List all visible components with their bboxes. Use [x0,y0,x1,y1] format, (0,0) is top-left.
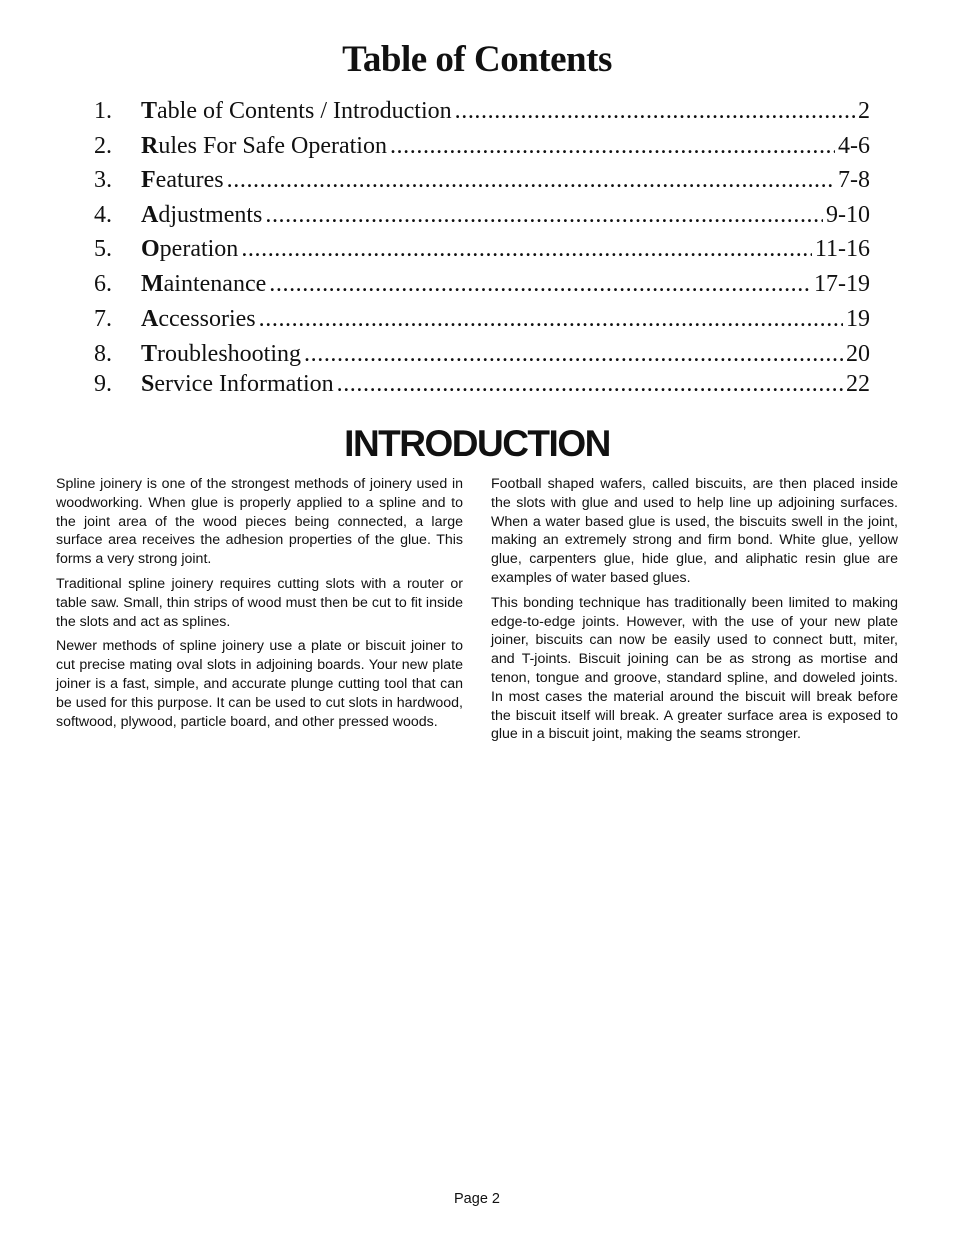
toc-entry-number: 9. [94,371,112,397]
toc-entry [94,306,870,336]
toc-entry-page: 9-10 [826,202,870,228]
toc-entry-title: Adjustments [141,202,263,228]
toc-entry-title: Maintenance [141,271,267,297]
toc-leader-dots [241,236,812,263]
toc-entry-title: Table of Contents / Introduction [141,98,452,124]
toc-entry-title: Rules For Safe Operation [141,133,387,159]
toc-leader-dots [227,167,835,194]
toc-entry-page: 2 [858,98,870,124]
toc-leader-dots [304,341,843,368]
paragraph: Traditional spline joinery requires cutting slots with a router or table saw. Small, thin strips of wood must then be cut to fit inside the slots and act as splines. [56,575,463,630]
toc-leader-dots [259,306,843,333]
toc-entry-number: 8. [94,341,112,367]
toc-entry-number: 1. [94,98,112,124]
toc-leader-dots [265,202,823,229]
toc-entry-page: 19 [846,306,870,332]
toc-entry [94,133,870,163]
toc-entry-number: 7. [94,306,112,332]
toc-entry-title: Service Information [141,371,334,397]
toc-entry [94,371,870,401]
page-number: Page 2 [454,1191,500,1207]
toc-leader-dots [337,371,843,398]
toc-leader-dots [390,133,835,160]
toc-leader-dots [455,98,855,125]
introduction-right-column [491,475,898,750]
toc-entry-page: 22 [846,371,870,397]
toc-entry-page: 20 [846,341,870,367]
page-title: Table of Contents [342,39,612,80]
toc-leader-dots [269,271,811,298]
toc-entry [94,98,870,128]
toc-entry-title: Operation [141,236,239,262]
toc-entry-page: 7-8 [838,167,870,193]
toc-entry-number: 4. [94,202,112,228]
toc-entry-title: Troubleshooting [141,341,302,367]
introduction-heading: INTRODUCTION [344,423,610,464]
paragraph: Newer methods of spline joinery use a plate or biscuit joiner to cut precise mating oval slots in adjoining boards. Your new plate joiner is a fast, simple, and accurate plunge cutting tool that can be used for this purpose. It can be used to cut slots in hardwood, softwood, plywood, particle board, and other pressed woods. [56,638,463,730]
paragraph: Spline joinery is one of the strongest methods of joinery used in woodworking. When glue is properly applied to a spline and to the joint area of the wood pieces being connected, a large surface area receives the adhesion properties of the glue. This forms a very strong joint. [56,476,463,568]
toc-entry [94,271,870,301]
toc-entry-page: 4-6 [838,133,870,159]
toc-entry-page: 17-19 [814,271,870,297]
toc-entry-number: 3. [94,167,112,193]
toc-entry-page: 11-16 [814,236,870,262]
toc-entry [94,236,870,266]
toc-entry [94,167,870,197]
introduction-left-column [56,475,463,737]
toc-entry-title: Accessories [141,306,256,332]
toc-entry [94,341,870,371]
paragraph: This bonding technique has traditionally been limited to making edge-to-edge joints. However, with the use of your new plate joiner, biscuits can now be easily used to connect butt, miter, and T-joints. Biscuit joining can be as strong as mortise and tenon, tongue and groove, standard spline, and doweled joints. In most cases the material around the biscuit will break before the biscuit itself will break. A greater surface area is exposed to glue in a biscuit joint, making the seams stronger. [491,594,898,743]
toc-entry [94,202,870,232]
paragraph: Football shaped wafers, called biscuits, are then placed inside the slots with glue and used to help line up adjoining surfaces. When a water based glue is used, the biscuits swell in the joint, making an extremely strong and firm bond. White glue, yellow glue, carpenters glue, hide glue, and aliphatic resin glue are examples of water based glues. [491,476,898,586]
toc-entry-number: 5. [94,236,112,262]
toc-entry-title: Features [141,167,224,193]
toc-entry-number: 2. [94,133,112,159]
toc-entry-number: 6. [94,271,112,297]
